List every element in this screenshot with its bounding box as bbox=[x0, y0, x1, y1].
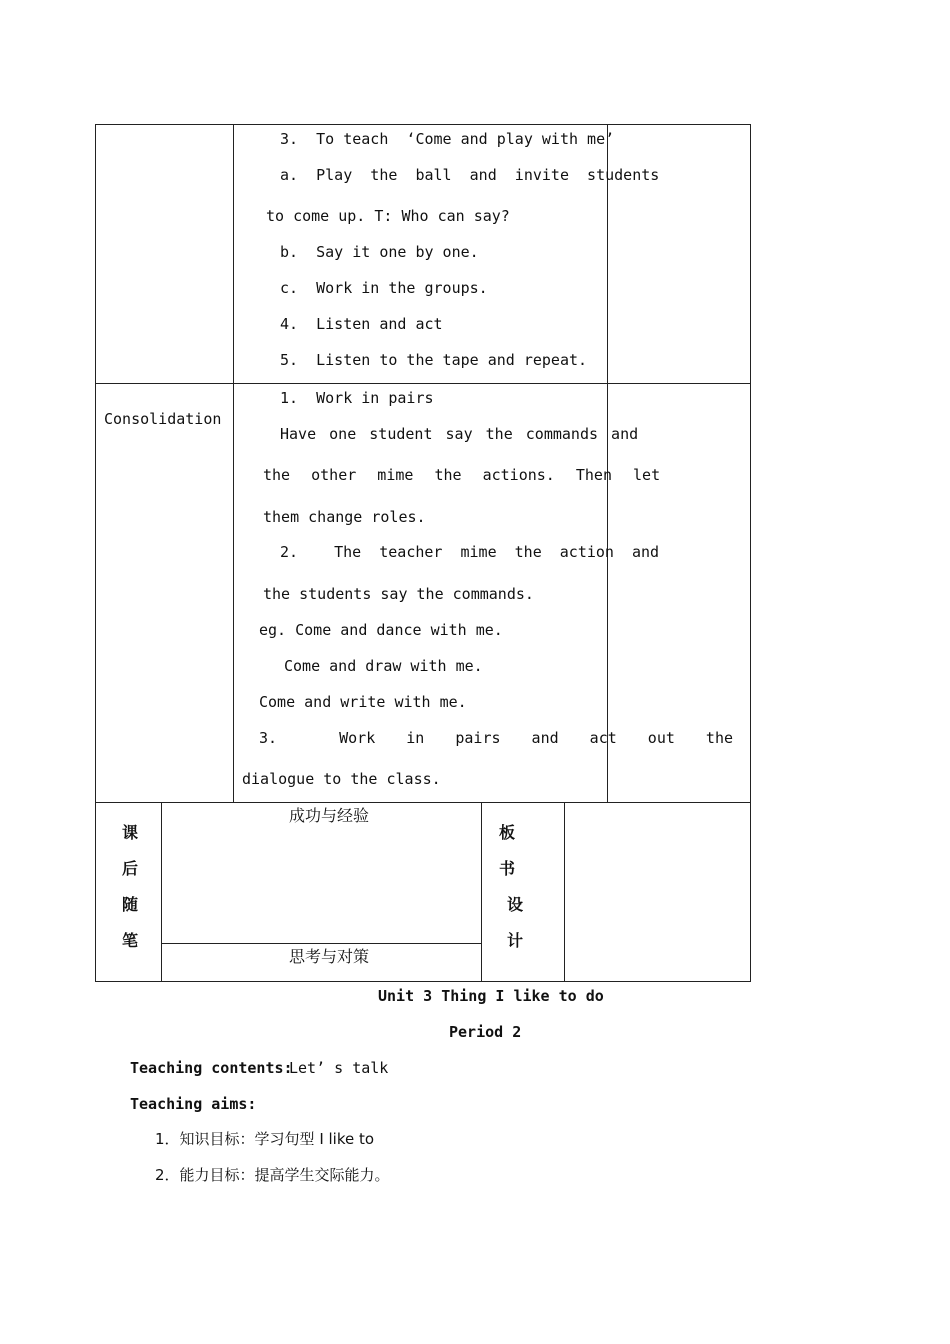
table-column-divider bbox=[481, 802, 482, 981]
table-border-top bbox=[95, 124, 751, 125]
teaching-contents-label: Teaching contents: bbox=[130, 1059, 293, 1077]
after-class-notes-char-3: 随 bbox=[122, 895, 139, 914]
board-design-char-1: 板 bbox=[499, 823, 516, 842]
step-3b: b. Say it one by one. bbox=[280, 243, 479, 261]
step-3a-line-2: to come up. T: Who can say? bbox=[266, 207, 510, 225]
example-line-3: Come and write with me. bbox=[259, 693, 467, 711]
example-line-2: Come and draw with me. bbox=[284, 657, 483, 675]
success-experience-header: 成功与经验 bbox=[289, 806, 370, 825]
after-class-notes-char-4: 笔 bbox=[122, 931, 139, 950]
table-row-divider bbox=[95, 383, 751, 384]
table-column-divider bbox=[161, 802, 162, 981]
unit-title: Unit 3 Thing I like to do bbox=[378, 987, 604, 1005]
consolidation-1-title: 1. Work in pairs bbox=[280, 389, 434, 407]
board-design-char-2: 书 bbox=[499, 859, 516, 878]
teaching-aim-2: 2．能力目标：提高学生交际能力。 bbox=[155, 1166, 390, 1184]
after-class-notes-char-1: 课 bbox=[122, 823, 139, 842]
consolidation-3-line-2: dialogue to the class. bbox=[242, 770, 441, 788]
step-3-title: 3. To teach ‘Come and play with me’ bbox=[280, 130, 615, 148]
stage-label-consolidation: Consolidation bbox=[104, 410, 222, 428]
board-design-char-4: 计 bbox=[507, 931, 524, 950]
board-design-char-3: 设 bbox=[507, 895, 524, 914]
step-3a-line-1: a. Play the ball and invite students bbox=[280, 166, 660, 184]
consolidation-1-line-3: them change roles. bbox=[263, 508, 426, 526]
table-border-left bbox=[95, 802, 96, 981]
step-3c: c. Work in the groups. bbox=[280, 279, 488, 297]
step-5: 5. Listen to the tape and repeat. bbox=[280, 351, 588, 369]
teaching-aims-label: Teaching aims: bbox=[130, 1095, 257, 1113]
teaching-contents-value: Let’ s talk bbox=[289, 1059, 389, 1077]
consolidation-1-line-2: the other mime the actions. Then let bbox=[263, 466, 661, 484]
consolidation-2-line-2: the students say the commands. bbox=[263, 585, 534, 603]
table-column-divider bbox=[233, 124, 234, 802]
table-column-divider bbox=[564, 802, 565, 981]
after-class-notes-char-2: 后 bbox=[122, 859, 139, 878]
table-border-right bbox=[750, 802, 751, 981]
example-line-1: eg. Come and dance with me. bbox=[259, 621, 503, 639]
table-inner-divider bbox=[161, 943, 481, 944]
table-border-right bbox=[750, 124, 751, 802]
teaching-aim-1: 1．知识目标：学习句型 I like to bbox=[155, 1130, 375, 1148]
consolidation-3-line-1: 3. Work in pairs and act out the bbox=[259, 729, 734, 747]
consolidation-1-line-1: Have one student say the commands and bbox=[280, 425, 639, 443]
table-row-divider bbox=[95, 802, 751, 803]
step-4: 4. Listen and act bbox=[280, 315, 443, 333]
thinking-countermeasures-header: 思考与对策 bbox=[289, 947, 370, 966]
table-border-bottom bbox=[95, 981, 751, 982]
table-border-left bbox=[95, 124, 96, 802]
table-column-divider bbox=[607, 124, 608, 802]
period-title: Period 2 bbox=[449, 1023, 522, 1041]
consolidation-2-line-1: 2. The teacher mime the action and bbox=[280, 543, 660, 561]
